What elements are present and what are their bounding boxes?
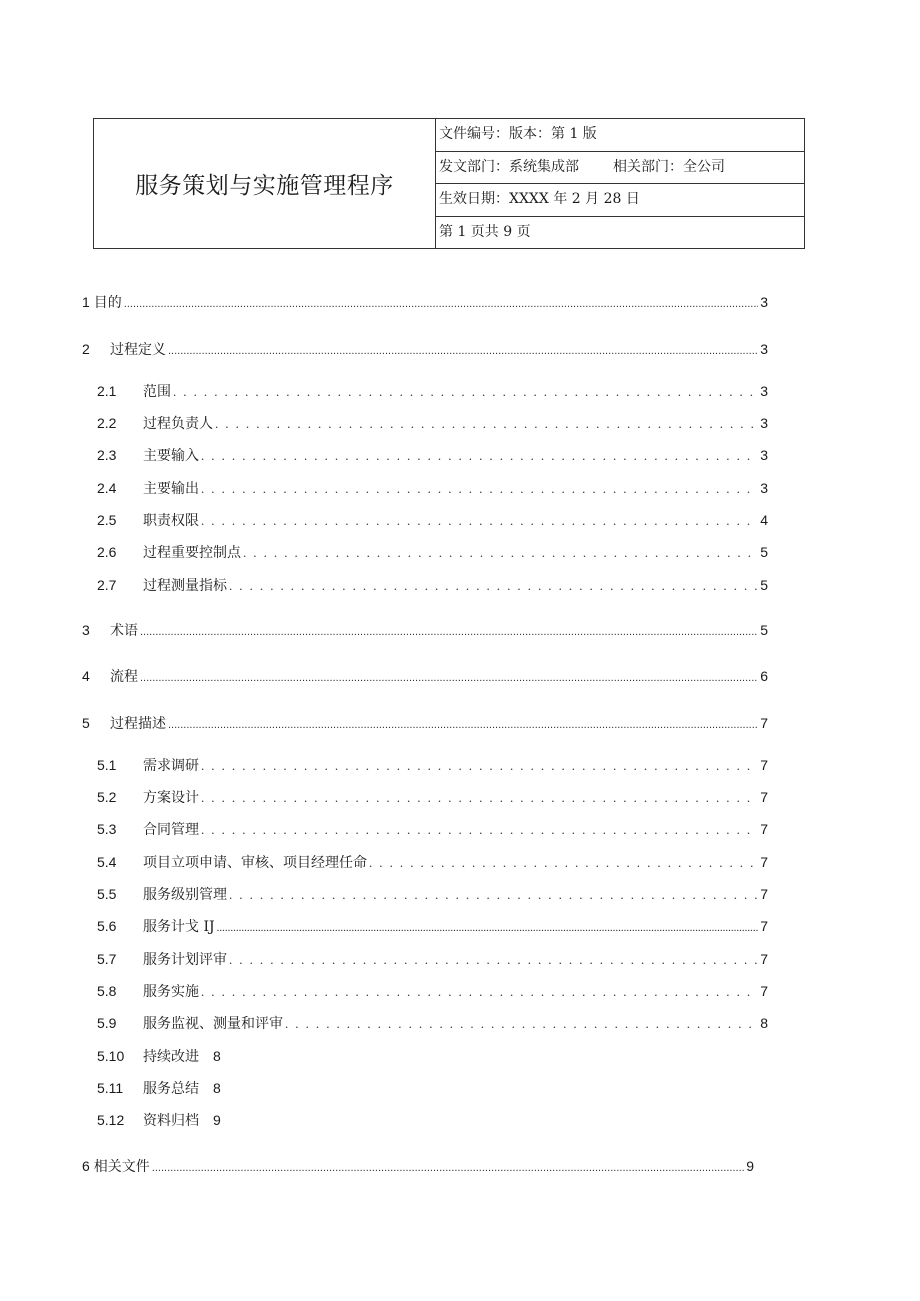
toc-leader <box>229 887 758 904</box>
toc-leader <box>201 448 758 465</box>
toc-entry-5-1[interactable] <box>97 755 768 775</box>
toc-page-number: 7 <box>760 983 768 999</box>
toc-number: 2.5 <box>97 512 117 528</box>
toc-page-number: 3 <box>760 294 768 310</box>
toc-label: 需求调研 <box>143 758 199 774</box>
toc-page-number: 5 <box>760 577 768 593</box>
toc-leader <box>201 822 758 839</box>
toc-entry-6[interactable] <box>82 1156 754 1176</box>
toc-entry-5-10[interactable] <box>97 1046 221 1066</box>
toc-entry-3[interactable] <box>82 620 768 640</box>
issuing-dept: 发文部门：系统集成部 <box>439 158 579 175</box>
toc-page-number: 7 <box>760 854 768 870</box>
toc-number: 5.4 <box>97 854 117 870</box>
toc-label: 术语 <box>110 622 138 638</box>
toc-entry-5-7[interactable] <box>97 949 768 969</box>
toc-entry-2-2[interactable] <box>97 413 768 433</box>
toc-label: 主要输入 <box>143 448 199 464</box>
toc-leader <box>124 294 758 310</box>
toc-leader <box>229 578 758 595</box>
toc-page-number: 7 <box>760 715 768 731</box>
toc-label: 相关文件 <box>93 1158 150 1174</box>
toc-label: 服务级别管理 <box>143 887 227 903</box>
toc-number: 2.6 <box>97 544 117 560</box>
toc-number: 2.3 <box>97 447 117 463</box>
toc-page-number: 9 <box>213 1112 221 1128</box>
document-meta-column <box>436 119 804 248</box>
toc-label: 主要输出 <box>143 481 199 497</box>
toc-page-number: 4 <box>760 512 768 528</box>
toc-page-number: 8 <box>213 1080 221 1096</box>
toc-page-number: 5 <box>760 544 768 560</box>
toc-leader <box>201 790 758 807</box>
toc-leader <box>201 758 758 775</box>
toc-leader <box>140 668 758 684</box>
toc-label: 过程重要控制点 <box>143 545 241 561</box>
toc-number: 2 <box>82 341 90 357</box>
toc-page-number: 7 <box>760 951 768 967</box>
toc-number: 5.5 <box>97 886 117 902</box>
toc-entry-1[interactable] <box>82 292 768 312</box>
related-dept: 相关部门：全公司 <box>613 158 725 175</box>
toc-number: 5.6 <box>97 918 117 934</box>
toc-number: 5.10 <box>97 1048 125 1064</box>
toc-leader <box>201 984 758 1001</box>
effective-date-cell: 生效日期：XXXX 年 2 月 28 日 <box>436 184 804 217</box>
toc-label: 过程测量指标 <box>143 578 227 594</box>
document-title: 服务策划与实施管理程序 <box>94 119 436 248</box>
toc-label: 服务监视、测量和评审 <box>143 1016 283 1032</box>
toc-page-number: 6 <box>760 668 768 684</box>
toc-entry-2-1[interactable] <box>97 381 768 401</box>
toc-number: 5.2 <box>97 789 117 805</box>
toc-label: 流程 <box>110 668 138 684</box>
toc-label: 资料归档 <box>143 1113 199 1129</box>
toc-number: 5.7 <box>97 951 117 967</box>
toc-entry-2-7[interactable] <box>97 575 768 595</box>
toc-page-number: 5 <box>760 622 768 638</box>
toc-entry-2-3[interactable] <box>97 445 768 465</box>
toc-label: 服务计戈 IJ <box>143 919 215 935</box>
document-header-table <box>93 118 805 249</box>
toc-page-number: 7 <box>760 886 768 902</box>
toc-label: 持续改进 <box>143 1049 199 1065</box>
toc-number: 1 <box>82 294 90 310</box>
toc-page-number: 8 <box>760 1015 768 1031</box>
toc-entry-2-5[interactable] <box>97 510 768 530</box>
toc-label: 合同管理 <box>143 822 199 838</box>
toc-number: 4 <box>82 668 90 684</box>
toc-entry-5-8[interactable] <box>97 981 768 1001</box>
toc-page-number: 3 <box>760 341 768 357</box>
toc-number: 5.3 <box>97 821 117 837</box>
toc-label: 方案设计 <box>143 790 199 806</box>
toc-entry-5-3[interactable] <box>97 819 768 839</box>
toc-leader <box>217 920 759 936</box>
toc-entry-5-9[interactable] <box>97 1013 768 1033</box>
toc-number: 5.8 <box>97 983 117 999</box>
toc-entry-5-2[interactable] <box>97 787 768 807</box>
toc-label: 服务实施 <box>143 984 199 1000</box>
toc-entry-2[interactable] <box>82 339 768 359</box>
toc-page-number: 7 <box>760 789 768 805</box>
toc-leader <box>168 715 758 731</box>
toc-number: 2.1 <box>97 383 117 399</box>
toc-number: 2.7 <box>97 577 117 593</box>
department-cell <box>436 152 804 185</box>
toc-number: 2.2 <box>97 415 117 431</box>
toc-label: 服务计划评审 <box>143 952 227 968</box>
toc-leader <box>201 481 758 498</box>
toc-label: 项目立项申请、审核、项目经理任命 <box>143 855 367 871</box>
toc-page-number: 7 <box>760 821 768 837</box>
toc-number: 5.11 <box>97 1080 124 1096</box>
toc-entry-5-5[interactable] <box>97 884 768 904</box>
toc-entry-5-4[interactable] <box>97 852 768 872</box>
toc-number: 5.1 <box>97 757 117 773</box>
toc-label: 过程描述 <box>110 715 166 731</box>
toc-number: 6 <box>82 1158 90 1174</box>
toc-page-number: 7 <box>760 757 768 773</box>
toc-number: 3 <box>82 622 90 638</box>
toc-leader <box>215 416 758 433</box>
toc-entry-2-4[interactable] <box>97 478 768 498</box>
toc-number: 2.4 <box>97 480 117 496</box>
toc-label: 目的 <box>93 294 122 310</box>
toc-number: 5 <box>82 715 90 731</box>
toc-leader <box>285 1016 758 1033</box>
toc-page-number: 7 <box>760 918 768 934</box>
page-info-cell: 第 1 页共 9 页 <box>439 223 531 240</box>
doc-number-cell: 文件编号：版本：第 1 版 <box>436 119 804 152</box>
toc-leader <box>173 384 758 401</box>
toc-page-number: 3 <box>760 383 768 399</box>
toc-label: 范围 <box>143 384 171 400</box>
toc-entry-5-12[interactable] <box>97 1110 221 1130</box>
toc-page-number: 3 <box>760 415 768 431</box>
toc-number: 5.9 <box>97 1015 117 1031</box>
toc-number: 5.12 <box>97 1112 125 1128</box>
toc-leader <box>152 1158 744 1174</box>
toc-page-number: 9 <box>746 1158 754 1174</box>
toc-page-number: 3 <box>760 447 768 463</box>
toc-entry-5[interactable] <box>82 713 768 733</box>
toc-entry-5-6[interactable] <box>97 916 768 936</box>
toc-leader <box>243 545 758 562</box>
toc-leader <box>201 513 758 530</box>
toc-leader <box>369 855 758 872</box>
toc-label: 职责权限 <box>143 513 199 529</box>
toc-page-number: 8 <box>213 1048 221 1064</box>
toc-label: 过程定义 <box>110 341 166 357</box>
toc-label: 服务总结 <box>143 1081 199 1097</box>
toc-entry-5-11[interactable] <box>97 1078 221 1098</box>
toc-entry-2-6[interactable] <box>97 542 768 562</box>
toc-leader <box>140 622 758 638</box>
toc-label: 过程负责人 <box>143 416 213 432</box>
toc-leader <box>168 341 758 357</box>
toc-page-number: 3 <box>760 480 768 496</box>
toc-leader <box>229 952 758 969</box>
toc-entry-4[interactable] <box>82 666 768 686</box>
